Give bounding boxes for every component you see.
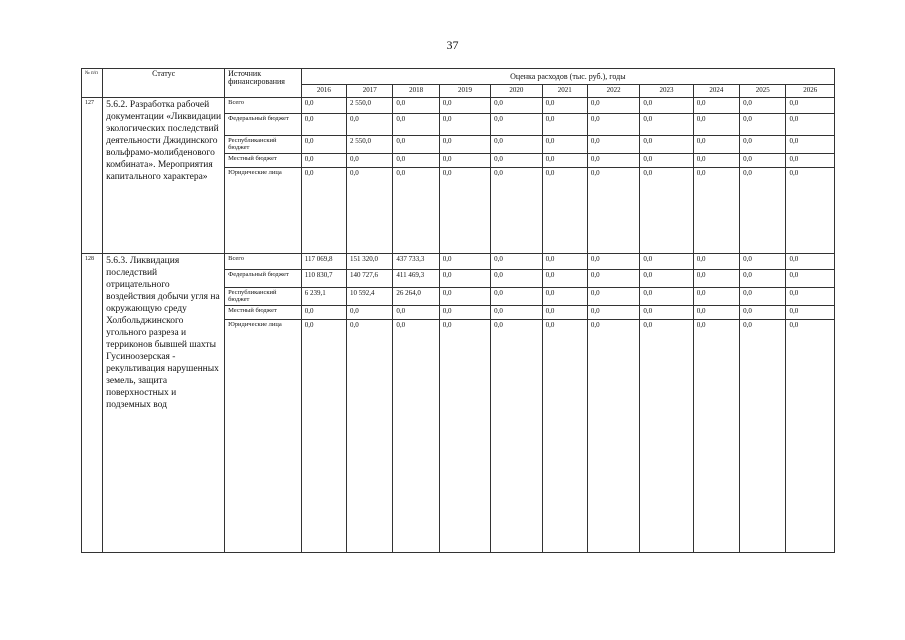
expense-value: 0,0 (439, 254, 490, 270)
expense-value: 0,0 (740, 270, 786, 288)
row-number: 128 (82, 254, 103, 553)
expense-value: 0,0 (740, 98, 786, 114)
header-year: 2025 (740, 85, 786, 98)
expense-value: 0,0 (587, 98, 639, 114)
page-number: 37 (446, 38, 459, 52)
expense-value: 0,0 (786, 306, 835, 320)
expense-value: 2 550,0 (347, 136, 393, 154)
expense-value: 117 069,8 (301, 254, 346, 270)
expense-value: 0,0 (786, 98, 835, 114)
expense-value: 0,0 (439, 168, 490, 254)
funding-source: Всего (225, 254, 302, 270)
funding-source: Местный бюджет (225, 154, 302, 168)
expense-value: 0,0 (542, 320, 587, 553)
expense-value: 0,0 (693, 136, 739, 154)
expense-value: 0,0 (491, 288, 542, 306)
expense-value: 0,0 (740, 306, 786, 320)
expense-value: 0,0 (587, 114, 639, 136)
expense-value: 0,0 (640, 98, 693, 114)
expense-value: 0,0 (491, 270, 542, 288)
header-year: 2024 (693, 85, 739, 98)
expense-value: 0,0 (542, 136, 587, 154)
expense-value: 0,0 (439, 306, 490, 320)
expenses-table (81, 68, 835, 553)
expense-value: 140 727,6 (347, 270, 393, 288)
expense-value: 0,0 (542, 306, 587, 320)
header-year: 2016 (301, 85, 346, 98)
funding-source: Юридические лица (225, 320, 302, 553)
expense-value: 0,0 (301, 114, 346, 136)
expense-value: 0,0 (542, 254, 587, 270)
expense-value: 0,0 (786, 270, 835, 288)
expense-value: 0,0 (587, 306, 639, 320)
expense-value: 0,0 (301, 306, 346, 320)
expense-value: 0,0 (491, 254, 542, 270)
expense-value: 0,0 (587, 154, 639, 168)
header-year: 2020 (491, 85, 542, 98)
funding-source: Республиканский бюджет (225, 136, 302, 154)
header-year: 2026 (786, 85, 835, 98)
expense-value: 0,0 (693, 306, 739, 320)
expense-value: 0,0 (439, 320, 490, 553)
funding-source: Республиканский бюджет (225, 288, 302, 306)
header-year: 2017 (347, 85, 393, 98)
expense-value: 0,0 (740, 320, 786, 553)
expense-value: 0,0 (301, 320, 346, 553)
expense-value: 26 264,0 (393, 288, 439, 306)
expense-value: 0,0 (587, 136, 639, 154)
expense-value: 0,0 (640, 270, 693, 288)
expense-value: 0,0 (693, 320, 739, 553)
funding-source: Федеральный бюджет (225, 270, 302, 288)
expense-value: 0,0 (393, 136, 439, 154)
expense-value: 6 239,1 (301, 288, 346, 306)
expense-value: 0,0 (439, 98, 490, 114)
expense-value: 0,0 (301, 168, 346, 254)
expense-value: 0,0 (786, 154, 835, 168)
expense-value: 0,0 (693, 288, 739, 306)
expense-value: 0,0 (693, 114, 739, 136)
expense-value: 0,0 (491, 320, 542, 553)
expense-value: 437 733,3 (393, 254, 439, 270)
expense-value: 0,0 (542, 270, 587, 288)
expense-value: 0,0 (640, 114, 693, 136)
expense-value: 0,0 (640, 154, 693, 168)
expense-value: 0,0 (542, 154, 587, 168)
funding-source: Всего (225, 98, 302, 114)
expense-value: 0,0 (786, 168, 835, 254)
expense-value: 0,0 (542, 98, 587, 114)
expense-value: 0,0 (439, 136, 490, 154)
expense-value: 0,0 (786, 114, 835, 136)
expense-value: 0,0 (693, 154, 739, 168)
expense-value: 0,0 (439, 270, 490, 288)
expense-value: 0,0 (640, 136, 693, 154)
expense-value: 0,0 (587, 254, 639, 270)
header-year: 2021 (542, 85, 587, 98)
expense-value: 110 830,7 (301, 270, 346, 288)
header-status: Статус (103, 69, 225, 98)
header-year: 2019 (439, 85, 490, 98)
header-num: № п/п (82, 69, 103, 98)
expense-value: 0,0 (301, 136, 346, 154)
expense-value: 0,0 (393, 168, 439, 254)
expense-value: 0,0 (439, 154, 490, 168)
expense-value: 0,0 (786, 136, 835, 154)
expense-value: 0,0 (347, 320, 393, 553)
expense-value: 0,0 (640, 254, 693, 270)
expense-value: 0,0 (347, 154, 393, 168)
expense-value: 0,0 (740, 114, 786, 136)
expense-value: 0,0 (393, 320, 439, 553)
expense-value: 0,0 (542, 114, 587, 136)
header-source: Источник финансирования (225, 69, 302, 98)
funding-source: Юридические лица (225, 168, 302, 254)
row-number: 127 (82, 98, 103, 254)
table-row (82, 254, 835, 270)
expense-value: 0,0 (491, 168, 542, 254)
expense-value: 0,0 (347, 306, 393, 320)
expense-value: 0,0 (693, 270, 739, 288)
expense-value: 0,0 (542, 288, 587, 306)
expense-value: 0,0 (393, 306, 439, 320)
funding-source: Местный бюджет (225, 306, 302, 320)
expense-value: 151 320,0 (347, 254, 393, 270)
expense-value: 0,0 (587, 168, 639, 254)
expense-value: 0,0 (491, 306, 542, 320)
expense-value: 0,0 (740, 168, 786, 254)
expense-value: 0,0 (347, 114, 393, 136)
expense-value: 0,0 (587, 320, 639, 553)
expense-value: 0,0 (542, 168, 587, 254)
header-year: 2018 (393, 85, 439, 98)
expense-value: 0,0 (693, 98, 739, 114)
expense-value: 0,0 (491, 98, 542, 114)
header-expenses: Оценка расходов (тыс. руб.), годы (301, 69, 834, 85)
table-row (82, 98, 835, 114)
expense-value: 0,0 (587, 270, 639, 288)
header-year: 2023 (640, 85, 693, 98)
expense-value: 0,0 (640, 306, 693, 320)
expense-value: 0,0 (786, 320, 835, 553)
expense-value: 2 550,0 (347, 98, 393, 114)
expense-value: 0,0 (439, 114, 490, 136)
expense-value: 0,0 (693, 254, 739, 270)
expense-value: 0,0 (491, 114, 542, 136)
expense-value: 0,0 (393, 114, 439, 136)
expense-value: 0,0 (740, 254, 786, 270)
expense-value: 0,0 (347, 168, 393, 254)
expense-value: 411 469,3 (393, 270, 439, 288)
expense-value: 0,0 (439, 288, 490, 306)
expense-value: 0,0 (491, 154, 542, 168)
expense-value: 0,0 (301, 154, 346, 168)
expense-value: 0,0 (740, 136, 786, 154)
expense-value: 10 592,4 (347, 288, 393, 306)
expense-value: 0,0 (640, 320, 693, 553)
expense-value: 0,0 (393, 154, 439, 168)
expense-value: 0,0 (301, 98, 346, 114)
expense-value: 0,0 (693, 168, 739, 254)
expense-value: 0,0 (587, 288, 639, 306)
expense-value: 0,0 (393, 98, 439, 114)
expense-value: 0,0 (491, 136, 542, 154)
funding-source: Федеральный бюджет (225, 114, 302, 136)
expense-value: 0,0 (740, 154, 786, 168)
expense-value: 0,0 (640, 168, 693, 254)
row-status: 5.6.3. Ликвидация последствий отрицательного воздействия добычи угля на окружающую среду Холбольджинского угольного разреза и терриконов бывшей шахты Гусиноозерская - рекультивация нарушенных земель, защита поверхностных и подземных вод (103, 254, 225, 553)
expense-value: 0,0 (640, 288, 693, 306)
expense-value: 0,0 (786, 254, 835, 270)
expense-value: 0,0 (740, 288, 786, 306)
header-year: 2022 (587, 85, 639, 98)
row-status: 5.6.2. Разработка рабочей документации «Ликвидации экологических последствий деятельности Джидинского вольфрамо-молибденового комбината». Мероприятия капитального характера» (103, 98, 225, 254)
expense-value: 0,0 (786, 288, 835, 306)
